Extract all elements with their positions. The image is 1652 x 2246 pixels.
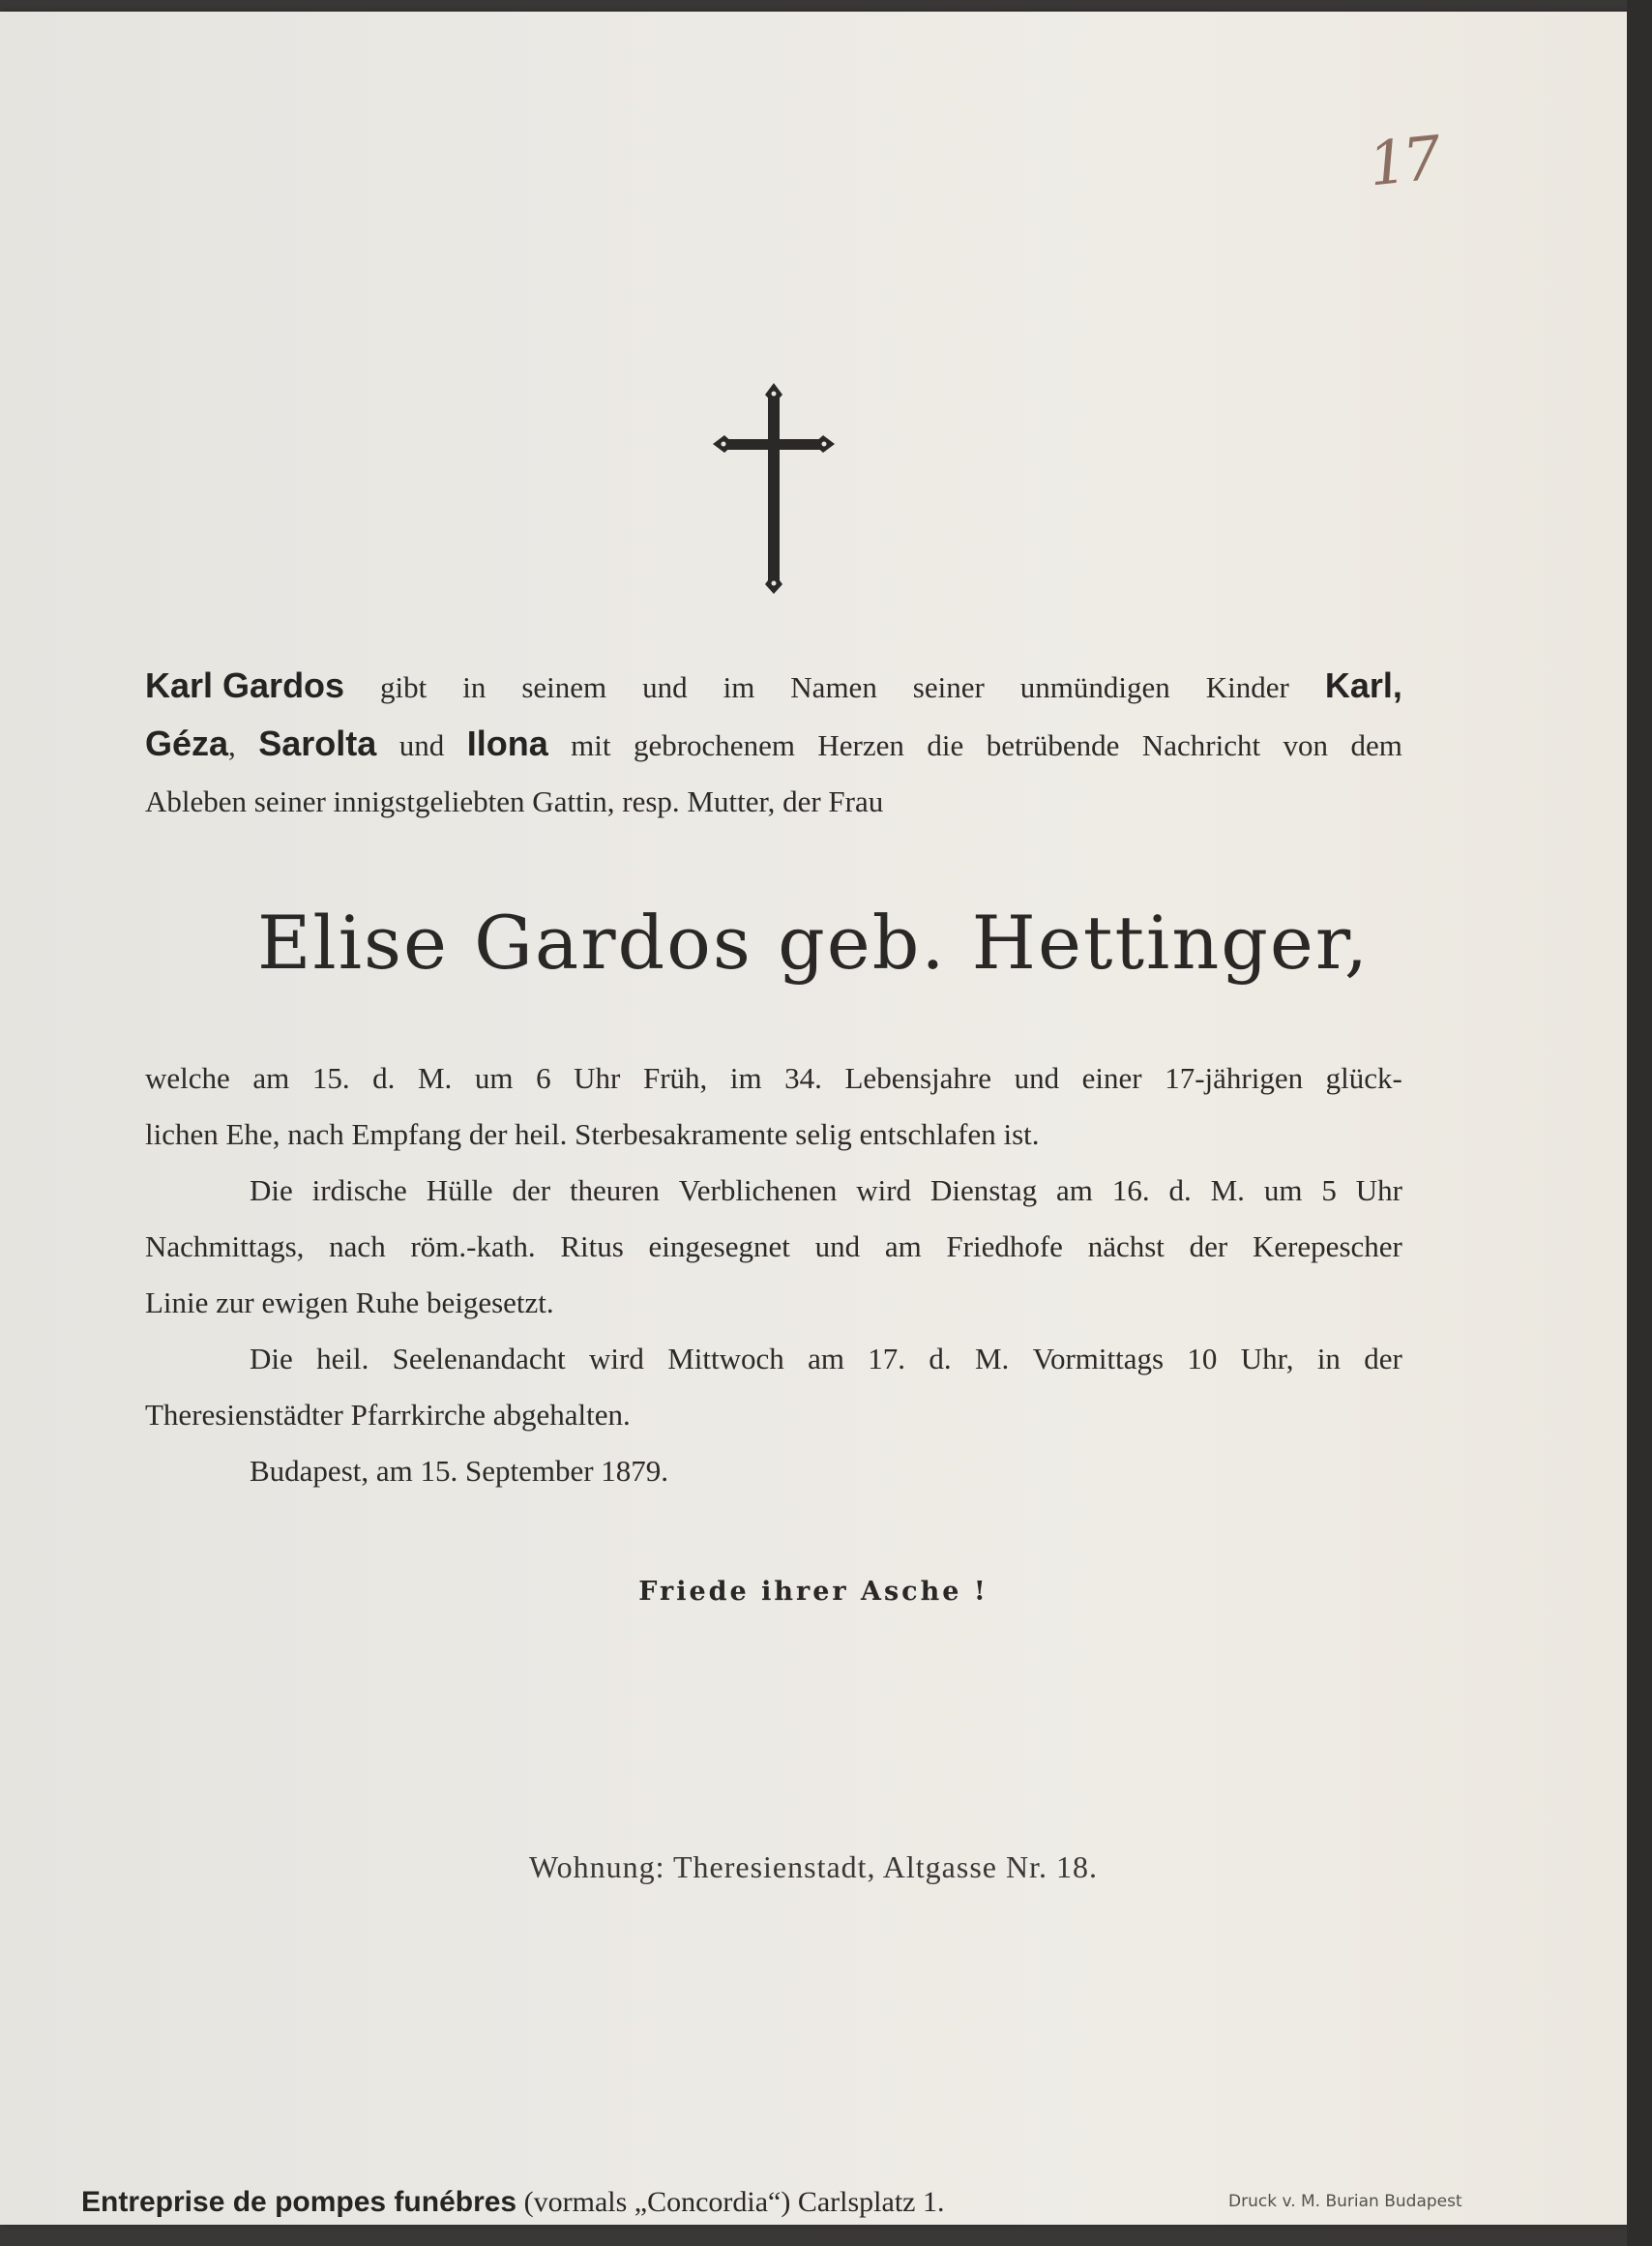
undertaker-company: Entreprise de pompes funébres xyxy=(81,2186,517,2218)
footer-undertaker xyxy=(81,2186,944,2219)
name-geza: Géza xyxy=(145,724,229,763)
document-page xyxy=(0,12,1627,2225)
body-line-3: Die irdische Hülle der theuren Verblichenen wird Dienstag am 16. d. M. um 5 Uhr xyxy=(250,1173,1402,1207)
printer-credit: Druck v. M. Burian Budapest xyxy=(1228,2192,1462,2211)
undertaker-address: (vormals „Concordia“) Carlsplatz 1. xyxy=(523,2186,945,2218)
scan-edge xyxy=(1627,0,1652,2246)
body-paragraph xyxy=(145,1050,1402,1499)
cross-icon xyxy=(711,381,837,596)
closing-blessing: Friede ihrer Asche ! xyxy=(638,1577,988,1607)
intro-line-3: Ableben seiner innigstgeliebten Gattin, resp. Mutter, der Frau xyxy=(145,784,884,818)
name-karl: Karl, xyxy=(1324,665,1402,705)
body-line-1: welche am 15. d. M. um 6 Uhr Früh, im 34. Lebensjahre und einer 17-jährigen glück- xyxy=(145,1061,1402,1095)
name-ilona: Ilona xyxy=(466,724,548,763)
name-sarolta: Sarolta xyxy=(258,724,377,763)
residence-address: Wohnung: Theresienstadt, Altgasse Nr. 18. xyxy=(529,1849,1098,1884)
deceased-name-heading: Elise Gardos geb. Hettinger, xyxy=(256,900,1371,986)
body-line-8-date: Budapest, am 15. September 1879. xyxy=(250,1454,669,1488)
handwritten-page-number: 17 xyxy=(1365,122,1441,200)
body-line-5: Linie zur ewigen Ruhe beigesetzt. xyxy=(145,1286,554,1319)
body-line-4: Nachmittags, nach röm.-kath. Ritus eingesegnet und am Friedhofe nächst der Kerepescher xyxy=(145,1229,1402,1263)
body-line-7: Theresienstädter Pfarrkirche abgehalten. xyxy=(145,1398,631,1432)
intro-paragraph xyxy=(145,658,1402,830)
body-line-2: lichen Ehe, nach Empfang der heil. Sterbesakramente selig entschlafen ist. xyxy=(145,1117,1040,1151)
body-line-6: Die heil. Seelenandacht wird Mittwoch am 17. d. M. Vormittags 10 Uhr, in der xyxy=(250,1342,1402,1375)
name-karl-gardos: Karl Gardos xyxy=(145,665,345,705)
intro-line-1: Karl Gardos gibt in seinem und im Namen seiner unmündigen Kinder Karl, xyxy=(145,658,1402,716)
intro-line-2: Géza, Sarolta und Ilona mit gebrochenem Herzen die betrübende Nachricht von dem xyxy=(145,716,1402,774)
